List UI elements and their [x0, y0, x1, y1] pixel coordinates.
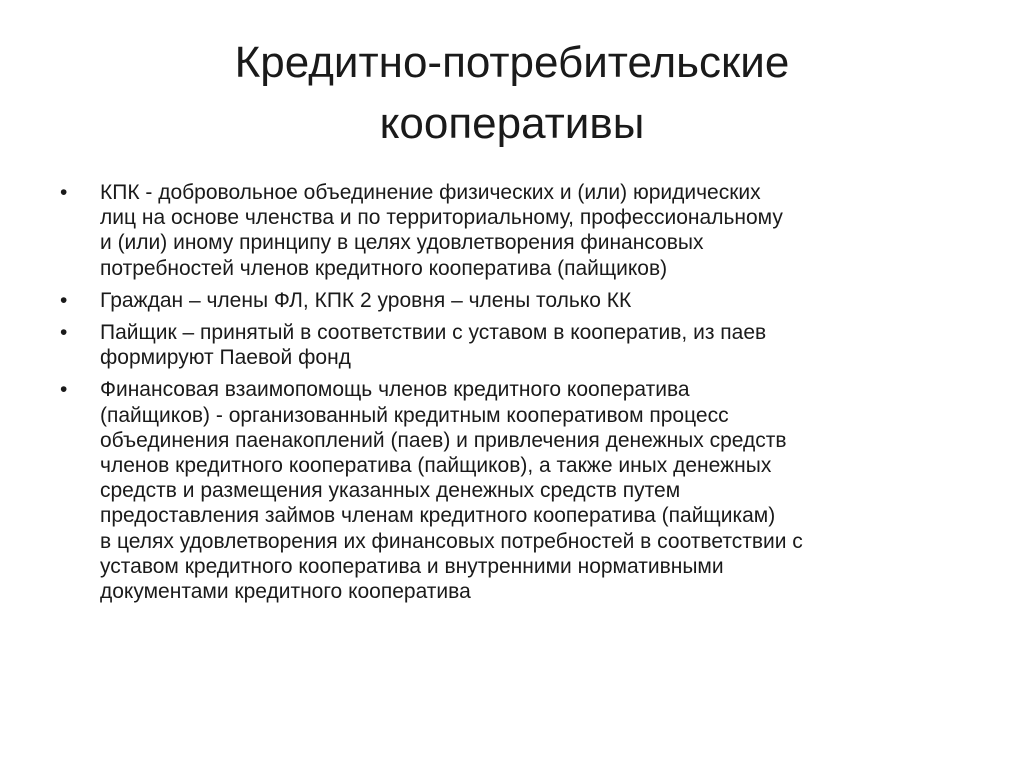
bullet-dot-icon: •	[60, 181, 68, 204]
bullet-line: в целях удовлетворения их финансовых потребностей в соответствии с	[100, 529, 803, 553]
slide-title-line: Кредитно-потребительские	[234, 38, 790, 87]
bullet-item-shareholder	[52, 320, 982, 370]
bullet-text	[100, 377, 982, 604]
bullet-dot-icon: •	[60, 321, 68, 345]
bullet-line: КПК - добровольное объединение физических и (или) юридических	[100, 181, 761, 204]
bullet-list	[52, 180, 982, 611]
bullet-line: документами кредитного кооператива	[100, 580, 471, 604]
bullet-line: объединения паенакоплений (паев) и привлечения денежных средств	[100, 428, 787, 452]
bullet-line: (пайщиков) - организованный кредитным кооперативом процесс	[100, 403, 729, 427]
bullet-item-mutual-aid	[52, 377, 982, 604]
bullet-line: членов кредитного кооператива (пайщиков), а также иных денежных	[100, 454, 772, 478]
bullet-dot-icon: •	[60, 378, 68, 402]
bullet-item-kpk-definition	[52, 180, 982, 281]
bullet-line: уставом кредитного кооператива и внутренними нормативными	[100, 554, 724, 578]
bullet-text	[100, 320, 982, 370]
bullet-line: Финансовая взаимопомощь членов кредитного кооператива	[100, 378, 690, 402]
slide-title	[80, 32, 944, 154]
bullet-line: лиц на основе членства и по территориальному, профессиональному	[100, 206, 783, 230]
bullet-line: и (или) иному принципу в целях удовлетворения финансовых	[100, 231, 704, 255]
slide-title-line: кооперативы	[379, 99, 645, 148]
bullet-item-members	[52, 288, 982, 313]
bullet-line: средств и размещения указанных денежных средств путем	[100, 479, 681, 503]
bullet-line: Граждан – члены ФЛ, КПК 2 уровня – члены только КК	[100, 288, 632, 312]
bullet-line: потребностей членов кредитного кооператива (пайщиков)	[100, 256, 668, 280]
bullet-line: предоставления займов членам кредитного кооператива (пайщикам)	[100, 504, 776, 528]
bullet-dot-icon: •	[60, 288, 68, 312]
bullet-text	[100, 288, 982, 313]
bullet-line: Пайщик – принятый в соответствии с уставом в кооператив, из паев	[100, 321, 767, 345]
bullet-text	[100, 180, 982, 281]
bullet-line: формируют Паевой фонд	[100, 346, 351, 370]
